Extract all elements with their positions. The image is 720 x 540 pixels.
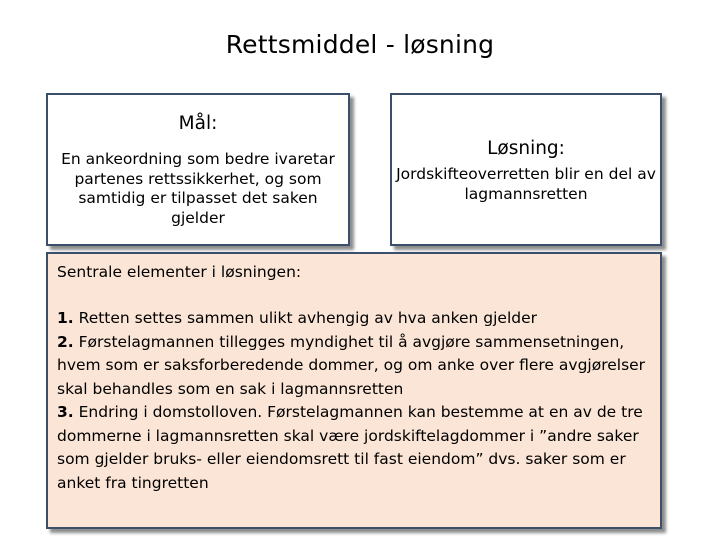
solution-box (390, 93, 662, 246)
goal-heading: Mål: (178, 113, 218, 134)
key-elements-panel (46, 252, 662, 529)
key-elements-heading: Sentrale elementer i løsningen: (57, 263, 302, 281)
item-text: Førstelagmannen tillegges myndighet til å avgjøre sammensetningen, hvem som er saksforberedende dommer, og om anke over flere avgjørelser skal behandles som en sak i lagmannsretten (57, 332, 646, 398)
key-elements-list (57, 307, 652, 495)
item-text: Retten settes sammen ulikt avhengig av hva anken gjelder (78, 309, 538, 327)
goal-box (46, 93, 350, 246)
item-text: Endring i domstolloven. Førstelagmannen kan bestemme at en av de tre dommerne i lagmannsretten skal være jordskiftelagdommer i ”andre saker som gjelder bruks- eller eiendomsrett til fast eiendom” dvs. saker som er anket fra tingretten (57, 403, 643, 492)
list-item (57, 307, 652, 331)
item-number: 3. (57, 403, 74, 421)
goal-text: En ankeordning som bedre ivaretar partenes rettssikkerhet, og som samtidig er tilpasset det saken gjelder (61, 150, 335, 227)
list-item (57, 401, 652, 495)
slide-title: Rettsmiddel - løsning (225, 30, 495, 59)
item-number: 2. (57, 332, 74, 351)
solution-text: Jordskifteoverretten blir en del av lagmannsretten (396, 165, 656, 203)
solution-heading: Løsning: (487, 138, 565, 159)
item-number: 1. (57, 309, 74, 327)
list-item (57, 331, 652, 402)
